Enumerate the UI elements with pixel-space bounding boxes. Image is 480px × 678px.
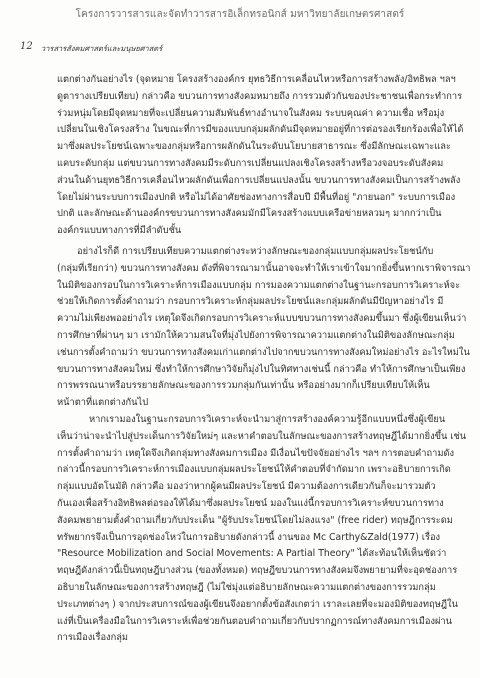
text-line: หากเรามองในฐานะกรอบการวิเคราะห์จะนำมาสู่การสร้างองค์ความรู้อีกแบบหนึ่งซึ่งผู้เขียน (89, 413, 446, 425)
text-line: กันเองเพื่อสร้างอิทธิพลต่อรองให้ได้มาซึ่งผลประโยชน์ มองในแง่นี้กรอบการวิเคราะห์ขบวนการทาง (57, 497, 444, 509)
text-line: อย่างไรก็ดี การเปรียบเทียบความแตกต่างระหว่างลักษณะของกลุ่มแบบกลุ่มผลประโยชน์กับ (77, 245, 434, 257)
text-line: แคบระดับกลุ่ม แต่ขบวนการทางสังคมมีระดับการเปลี่ยนแปลงเชิงโครงสร้างหรือวงจอบระดับสังคม (57, 157, 444, 169)
text-line: การตั้งคำถามว่า เหตุใดจึงเกิดกลุ่มทางสังคมการเมือง มีเงื่อนไขปัจจัยอย่างไร ฯลฯ การตอบคำถามดัง (57, 447, 455, 459)
text-line: เปลี่ยนในเชิงโครงสร้าง ในขณะที่การมีของแบบกลุ่มผลักดันมีจุดหมายอยู่ที่การต่อรองเรียกร้องเพื่อให้ได้ (57, 124, 464, 136)
text-line: กล่าวนี้กรอบการวิเคราะห์การเมืองแบบกลุ่มผลประโยชน์ให้คำตอบที่จำกัดมาก เพราะอธิบายการเกิด (57, 464, 451, 476)
text-line: ส่วนในด้านยุทธวิธีการเคลื่อนไหวผลักดันเพื่อการเปลี่ยนแปลงนั้น ขบวนการทางสังคมเป็นการสร้างพลัง (57, 174, 461, 186)
text-line: สังคมพยายามตั้งคำถามเกี่ยวกับประเด็น "ผู้รับประโยชน์โดยไม่ลงแรง" (free rider) ทฤษฎีการระดม (57, 514, 453, 526)
paragraph-1 (57, 72, 472, 240)
text-line: ความไม่เพียงพออย่างไร เหตุใดจึงเกิดกรอบการวิเคราะห์แบบขบวนการทางสังคมขึ้นมา ซึ่งผู้เขียนเห็นว่า (57, 313, 467, 325)
text-line: อธิบายในลักษณะของการสร้างทฤษฎี (ไม่ใช่มุ่งแต่อธิบายลักษณะความแตกต่างของการรวมกลุ่ม (57, 581, 436, 593)
paragraph-3 (57, 412, 472, 647)
body-text (57, 72, 472, 647)
text-line: ประเภทต่างๆ ) จากประสบการณ์ของผู้เขียนจึงอยากตั้งข้อสังเกตว่า เราละเลยที่จะมองมิติของทฤษฎีใน (57, 598, 458, 610)
text-line: ทรัพยากรจึงเป็นการอุดช่องโหว่ในการอธิบายดังกล่าวนี้ งานของ Mc Carthy&Zald(1977) เรื่อง (57, 531, 441, 543)
text-line: การพรรณนาหรือบรรยายลักษณะของการรวมกลุ่มกันเท่านั้น หรืออย่างมากก็เปรียบเทียบให้เห็น (57, 380, 430, 392)
text-line: ขบวนการทางสังคมใหม่ ซึ่งทำให้การศึกษาวิจัยก็มุ่งไปในทิศทางเช่นนี้ กล่าวคือ ทำให้การศึกษาเป็นเพียง (57, 363, 466, 375)
text-line: แง่ที่เป็นเครื่องมือในการวิเคราะห์เพื่อช่วยกันตอบคำถามเกี่ยวกับปรากฏการณ์ทางสังคมการเมืองผ่าน (57, 615, 453, 627)
text-line: หน้าตาที่แตกต่างกันไป (57, 397, 149, 409)
text-line: เห็นว่าน่าจะนำไปสู่ประเด็นการวิจัยใหม่ๆ และหาคำตอบในลักษณะของการสร้างทฤษฎีได้มากยิ่งขึ้น เช่น (57, 430, 467, 442)
text-line: เช่นการตั้งคำถามว่า ขบวนการทางสังคมเก่าแตกต่างไปจากขบวนการทางสังคมใหม่อย่างไร อะไรใหม่ใน (57, 346, 470, 358)
page-number: 12 (20, 41, 33, 52)
text-line: "Resource Mobilization and Social Movements: A Partial Theory" ได้สะท้อนให้เห็นชัดว่า (57, 548, 447, 560)
text-line: ในมิติของกรอบในการวิเคราะห์การเมืองแบบกลุ่ม การมองความแตกต่างในฐานะกรอบการวิเคราะห์จะ (57, 279, 461, 291)
text-line: (กลุ่มที่เรียกว่า) ขบวนการทางสังคม ดังที่พิจารณามานั้นอาจจะทำให้เราเข้าใจมากยิ่งขึ้นหากเราพิจารณา (57, 262, 471, 274)
text-line: ช่วยให้เกิดการตั้งคำถามว่า กรอบการวิเคราะห์กลุ่มผลประโยชน์และกลุ่มผลักดันมีปัญหาอย่างไร มี (57, 296, 444, 308)
running-header: โครงการวารสารและจัดทำวารสารอิเล็กทรอนิกส์ มหาวิทยาลัยเกษตรศาสตร์ (75, 9, 405, 20)
journal-title: วารสารสังคมศาสตร์และมนุษยศาสตร์ (41, 44, 163, 53)
text-line: การเมืองเรื่องกลุ่ม (57, 632, 129, 644)
text-line: การศึกษาที่ผ่านๆ มา เรามักให้ความสนใจที่มุ่งไปยังการพิจารณาความแตกต่างในมิติของลักษณะกลุ่ม (57, 329, 455, 341)
paragraph-2 (57, 244, 472, 412)
text-line: โดยไม่ผ่านระบบการเมืองปกติ หรือไม่ได้อาศัยช่องทางการสื่อบปี มีพื้นที่อยู่ "ภายนอก" ระบบการเมือง (57, 191, 456, 203)
text-line: ทฤษฎีดังกล่าวนี้เป็นทฤษฎีบางส่วน (ของทั้งหมด) ทฤษฎีขบวนการทางสังคมจึงพยายามที่จะอุดช่องการ (57, 565, 458, 577)
text-line: มาซึ่งผลประโยชน์เฉพาะของกลุ่มหรือการผลักดันในระดับนโยบายสาธารณะ ซึ่งมีลักษณะเฉพาะและ (57, 141, 451, 153)
text-line: กลุ่มแบบอัตโนมัติ กล่าวคือ มองว่าหากผู้คนมีผลประโยชน์ มีความต้องการเดียวกันก็จะมารวมตัว (57, 481, 436, 493)
text-line: ปกติ และลักษณะด้านองค์กรขบวนการทางสังคมมักมีโครงสร้างแบบเครือข่ายหลวมๆ มากกว่าเป็น (57, 208, 442, 220)
text-line: ดูตารางเปรียบเทียบ) กล่าวคือ ขบวนการทางสังคมหมายถึง การรวมตัวกันของประชาชนเพื่อกระทำการ (57, 90, 463, 102)
text-line: องค์กรแบบทางการที่มีลำดับชั้น (57, 225, 182, 237)
text-line: ร่วมหนุ่มโดยมีจุดหมายที่จะเปลี่ยนความสัมพันธ์ทางอำนาจในสังคม ระบบคุณค่า ความเชื่อ หรือมุ่ง (57, 107, 445, 119)
text-line: แตกต่างกันอย่างไร (จุดหมาย โครงสร้างองค์กร ยุทธวิธีการเคลื่อนไหวหรือการสร้างพลัง/อิทธิพล ฯลฯ (57, 74, 456, 85)
